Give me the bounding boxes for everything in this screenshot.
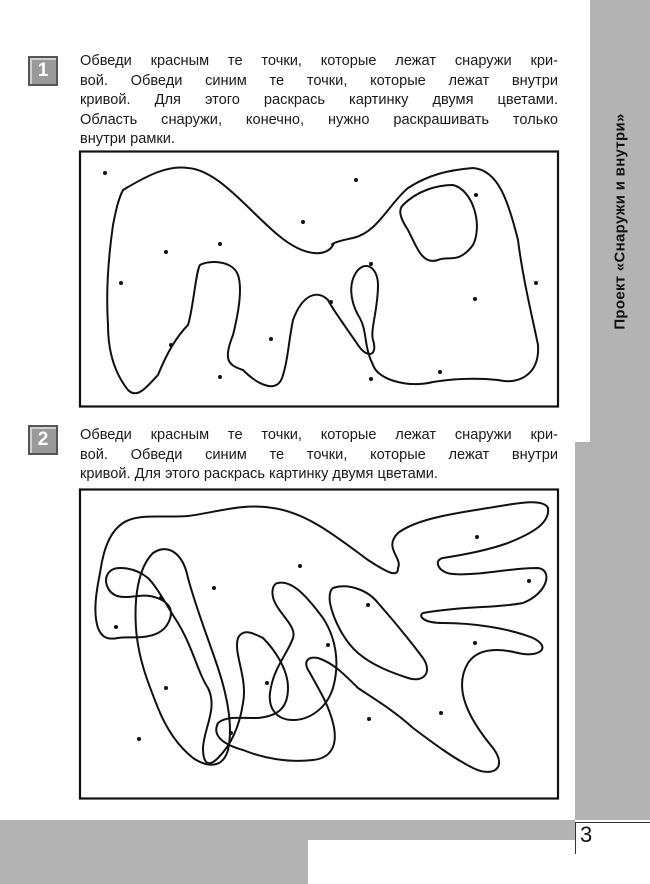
- task-1-point: [534, 281, 538, 285]
- task-1-point: [218, 375, 222, 379]
- task-1-point: [119, 281, 123, 285]
- task-1-point: [354, 178, 358, 182]
- task-2-text: [80, 426, 558, 485]
- task-2-point: [265, 681, 269, 685]
- page-number: 3: [580, 822, 593, 847]
- task-2-line: кривой. Для этого раскрась картинку двумя цветами.: [80, 466, 438, 482]
- task-1-point: [473, 297, 477, 301]
- task-2-point: [164, 686, 168, 690]
- task-2-point: [366, 603, 370, 607]
- task-1-point: [301, 220, 305, 224]
- task-1-point: [369, 377, 373, 381]
- task-2-badge: [28, 425, 58, 455]
- bottom-band-lower: [0, 840, 308, 884]
- task-1-point: [218, 242, 222, 246]
- task-2-point: [439, 711, 443, 715]
- task-1-line: кривой. Для этого раскрась картинку двумя цветами.: [80, 92, 558, 108]
- task-1-line: Область снаружи, конечно, нужно раскрашивать только: [80, 111, 558, 128]
- bottom-band: [0, 820, 575, 840]
- task-1-point: [164, 250, 168, 254]
- side-band-lower: [575, 442, 650, 820]
- task-2-point: [326, 643, 330, 647]
- task-1-point: [103, 171, 107, 175]
- side-title-text: Проект «Снаружи и внутри»: [611, 112, 629, 330]
- task-2-point: [229, 731, 233, 735]
- task-1-point: [329, 300, 333, 304]
- side-title: [590, 0, 650, 442]
- task-2-point: [473, 641, 477, 645]
- task-1-point: [438, 370, 442, 374]
- task-1-badge: [28, 56, 58, 86]
- task-1-frame: [80, 152, 558, 407]
- task-2-figure: [78, 488, 560, 800]
- task-2-frame: [80, 490, 558, 799]
- task-2-point: [212, 586, 216, 590]
- task-1-text: [80, 52, 558, 150]
- task-1-point: [474, 193, 478, 197]
- task-1-point: [369, 262, 373, 266]
- task-2-point: [367, 717, 371, 721]
- task-1-point: [269, 337, 273, 341]
- task-2-point: [159, 596, 163, 600]
- task-1-line: внутри рамки.: [80, 131, 175, 147]
- task-2-point: [527, 579, 531, 583]
- task-1-point: [169, 343, 173, 347]
- task-2-point: [137, 737, 141, 741]
- task-2-point: [298, 564, 302, 568]
- task-1-figure: [78, 150, 560, 408]
- task-2-line: Обведи красным те точки, которые лежат снаружи кри-: [80, 427, 558, 443]
- task-2-number: 2: [37, 429, 49, 450]
- task-1-line: вой. Обведи синим те точки, которые лежат внутри: [80, 72, 558, 89]
- page-number-divider: [575, 822, 576, 854]
- task-1-line: Обведи красным те точки, которые лежат снаружи кри-: [80, 53, 558, 69]
- task-2-point: [475, 535, 479, 539]
- task-2-line: вой. Обведи синим те точки, которые лежат внутри: [80, 446, 558, 463]
- task-2-point: [114, 625, 118, 629]
- task-1-number: 1: [37, 60, 49, 81]
